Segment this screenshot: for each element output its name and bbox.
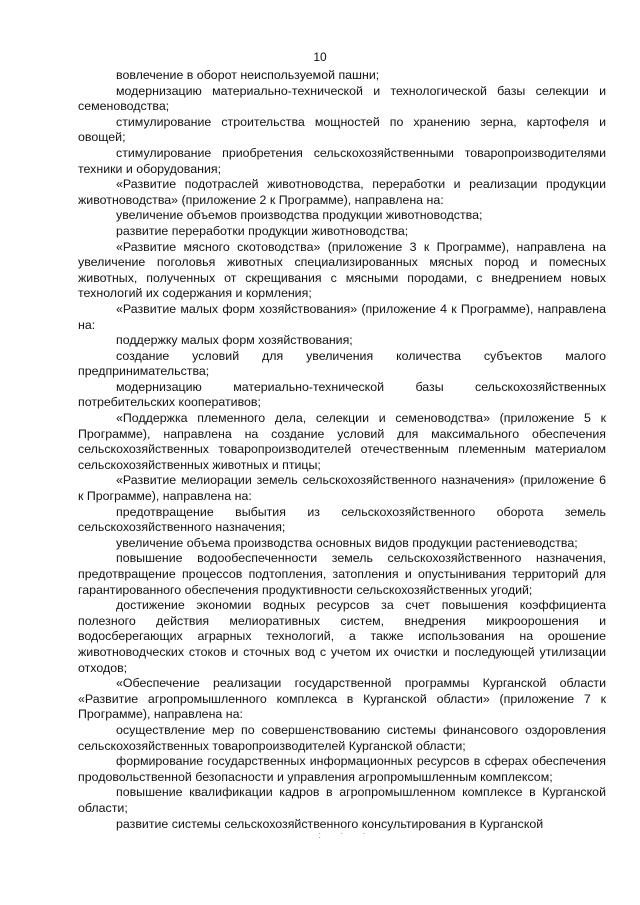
paragraph: модернизацию материально-технической базы сельскохозяйственных потребительских кооперативов; <box>78 379 606 410</box>
paragraph: поддержку малых форм хозяйствования; <box>116 333 353 348</box>
paragraph: модернизацию материально-технической и технологической базы селекции и семеноводства; <box>78 83 606 114</box>
scan-artifact-dots: · · · · <box>318 828 374 843</box>
paragraph: развитие переработки продукции животноводства; <box>116 223 409 238</box>
paragraph: «Поддержка племенного дела, селекции и семеноводства» (приложение 5 к Программе), направлена на создание условий для максимального обеспечения сельскохозяйственных товаропроизводителей отечественным племенным материалом сельскохозяйственных животных и птицы; <box>78 411 606 472</box>
paragraph: «Развитие мелиорации земель сельскохозяйственного назначения» (приложение 6 к Программе), направлена на: <box>78 473 606 504</box>
paragraph: «Развитие мясного скотоводства» (приложение 3 к Программе), направлена на увеличение поголовья животных специализированных мясных пород и помесных животных, полученных от скрещивания с мясными породами, с внедрением новых технологий их содержания и кормления; <box>78 239 606 301</box>
paragraph: повышение водообеспеченности земель сельскохозяйственного назначения, предотвращение процессов подтопления, затопления и опустынивания территорий для гарантированного обеспечения продуктивности сельскохозяйственных угодий; <box>78 551 606 597</box>
paragraph: стимулирование приобретения сельскохозяйственными товаропроизводителями техники и оборудования; <box>78 145 606 176</box>
paragraph: предотвращение выбытия из сельскохозяйственного оборота земель сельскохозяйственного назначения; <box>78 504 606 535</box>
paragraph: «Развитие малых форм хозяйствования» (приложение 4 к Программе), направлена на: <box>78 301 606 332</box>
paragraph: увеличение объема производства основных видов продукции растениеводства; <box>116 535 578 550</box>
paragraph: достижение экономии водных ресурсов за счет повышения коэффициента полезного действия мелиоративных систем, внедрения микроорошения и водосберегающих аграрных технологий, а также использования на орошение животноводческих стоков и сточных вод с учетом их очистки и последующей утилизации отходов; <box>78 598 606 675</box>
paragraph: «Обеспечение реализации государственной программы Курганской области «Развитие агропромышленного комплекса в Курганской области» (приложение 7 к Программе), направлена на: <box>78 676 606 722</box>
paragraph: вовлечение в оборот неиспользуемой пашни; <box>116 68 380 82</box>
paragraph: стимулирование строительства мощностей по хранению зерна, картофеля и овощей; <box>78 114 606 145</box>
paragraph: развитие системы сельскохозяйственного консультирования в Курганской <box>116 816 544 831</box>
paragraph: увеличение объемов производства продукции животноводства; <box>116 208 483 223</box>
paragraph: создание условий для увеличения количества субъектов малого предпринимательства; <box>78 348 606 379</box>
paragraph: осуществление мер по совершенствованию системы финансового оздоровления сельскохозяйственных товаропроизводителей Курганской области; <box>78 722 606 753</box>
paragraph: формирование государственных информационных ресурсов в сферах обеспечения продовольственной безопасности и управления агропромышленным комплексом; <box>78 754 606 784</box>
document-body <box>78 68 606 832</box>
paragraph: повышение квалификации кадров в агропромышленном комплексе в Курганской области; <box>78 785 606 815</box>
paragraph: «Развитие подотраслей животноводства, переработки и реализации продукции животноводства» (приложение 2 к Программе), направлена на: <box>78 177 606 207</box>
page-number: 10 <box>313 50 327 64</box>
